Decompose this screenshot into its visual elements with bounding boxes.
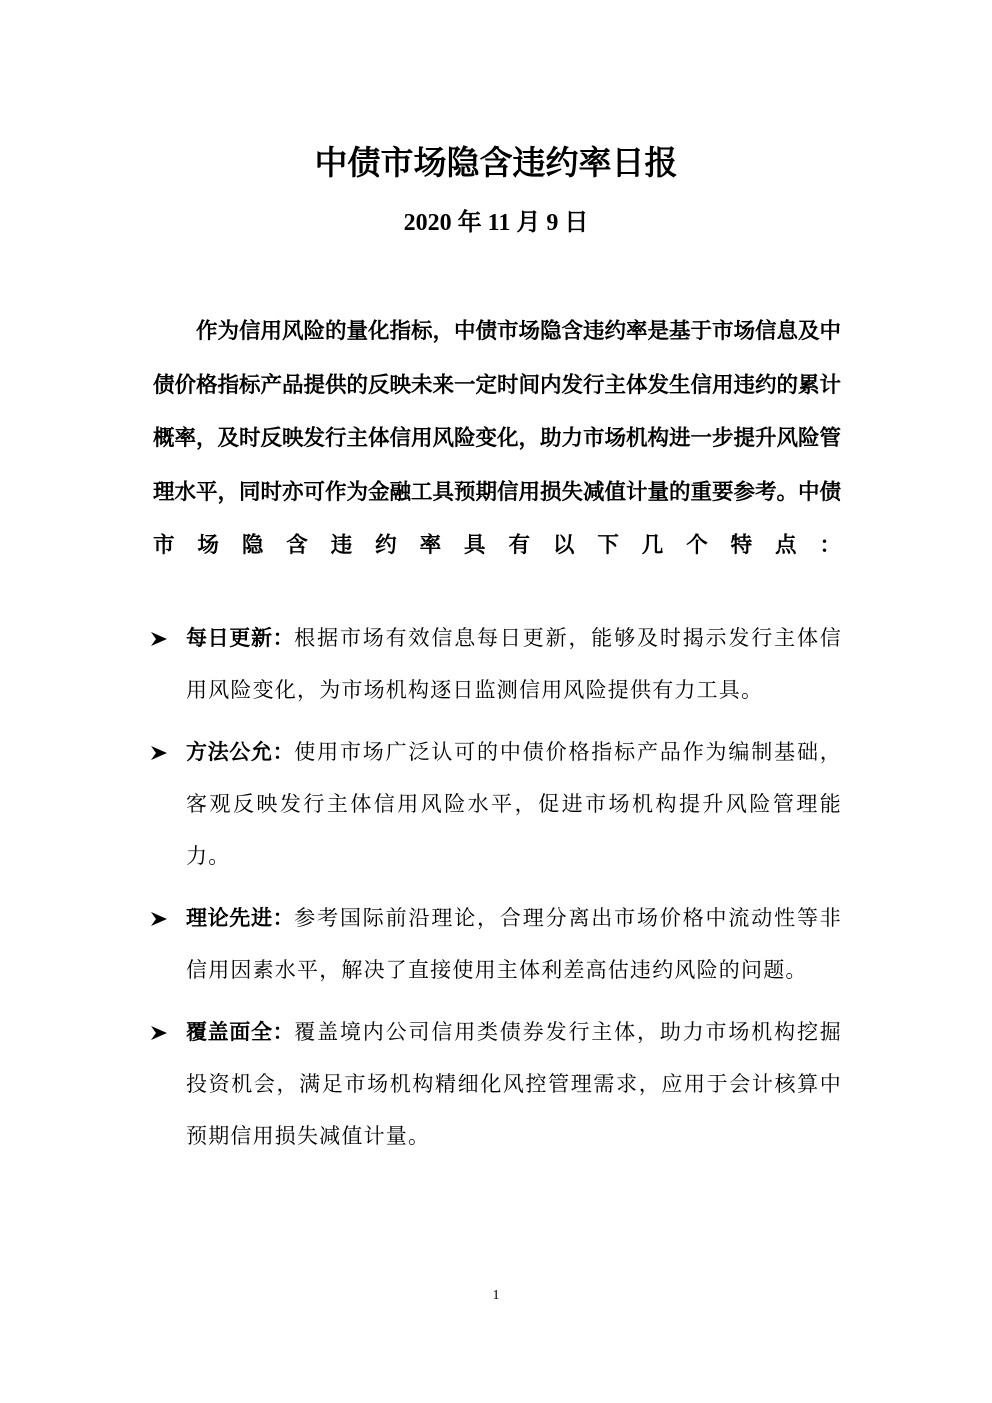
- feature-description: 覆盖境内公司信用类债券发行主体，助力市场机构挖掘投资机会，满足市场机构精细化风控管理需求，应用于会计核算中预期信用损失减值计量。: [186, 1020, 842, 1148]
- feature-name: 每日更新：: [186, 626, 295, 650]
- arrowhead-bullet-icon: [150, 1006, 172, 1058]
- feature-item-daily-update: [150, 612, 842, 716]
- arrowhead-bullet-icon: [150, 612, 172, 664]
- arrowhead-bullet-icon: [150, 892, 172, 944]
- page-title: 中债市场隐含违约率日报: [314, 143, 678, 182]
- feature-list: [150, 612, 842, 1172]
- feature-name: 覆盖面全：: [186, 1020, 295, 1044]
- feature-name: 方法公允：: [186, 740, 295, 764]
- feature-item-advanced-theory: [150, 892, 842, 996]
- page-number: 1: [492, 1288, 500, 1303]
- feature-description: 使用市场广泛认可的中债价格指标产品作为编制基础，客观反映发行主体信用风险水平，促进市场机构提升风险管理能力。: [186, 740, 842, 868]
- feature-item-full-coverage: [150, 1006, 842, 1162]
- feature-name: 理论先进：: [186, 906, 295, 930]
- feature-item-fair-method: [150, 726, 842, 882]
- arrowhead-bullet-icon: [150, 726, 172, 778]
- report-date: 2020 年 11 月 9 日: [403, 210, 589, 236]
- feature-description: 参考国际前沿理论，合理分离出市场价格中流动性等非信用因素水平，解决了直接使用主体利差高估违约风险的问题。: [186, 906, 842, 982]
- intro-paragraph: 作为信用风险的量化指标，中债市场隐含违约率是基于市场信息及中债价格指标产品提供的反映未来一定时间内发行主体发生信用违约的累计概率，及时反映发行主体信用风险变化，助力市场机构进一步提升风险管理水平，同时亦可作为金融工具预期信用损失减值计量的重要参考。中债市场隐含违约率具有以下几个特点：: [153, 319, 842, 559]
- feature-description: 根据市场有效信息每日更新，能够及时揭示发行主体信用风险变化，为市场机构逐日监测信用风险提供有力工具。: [186, 626, 842, 702]
